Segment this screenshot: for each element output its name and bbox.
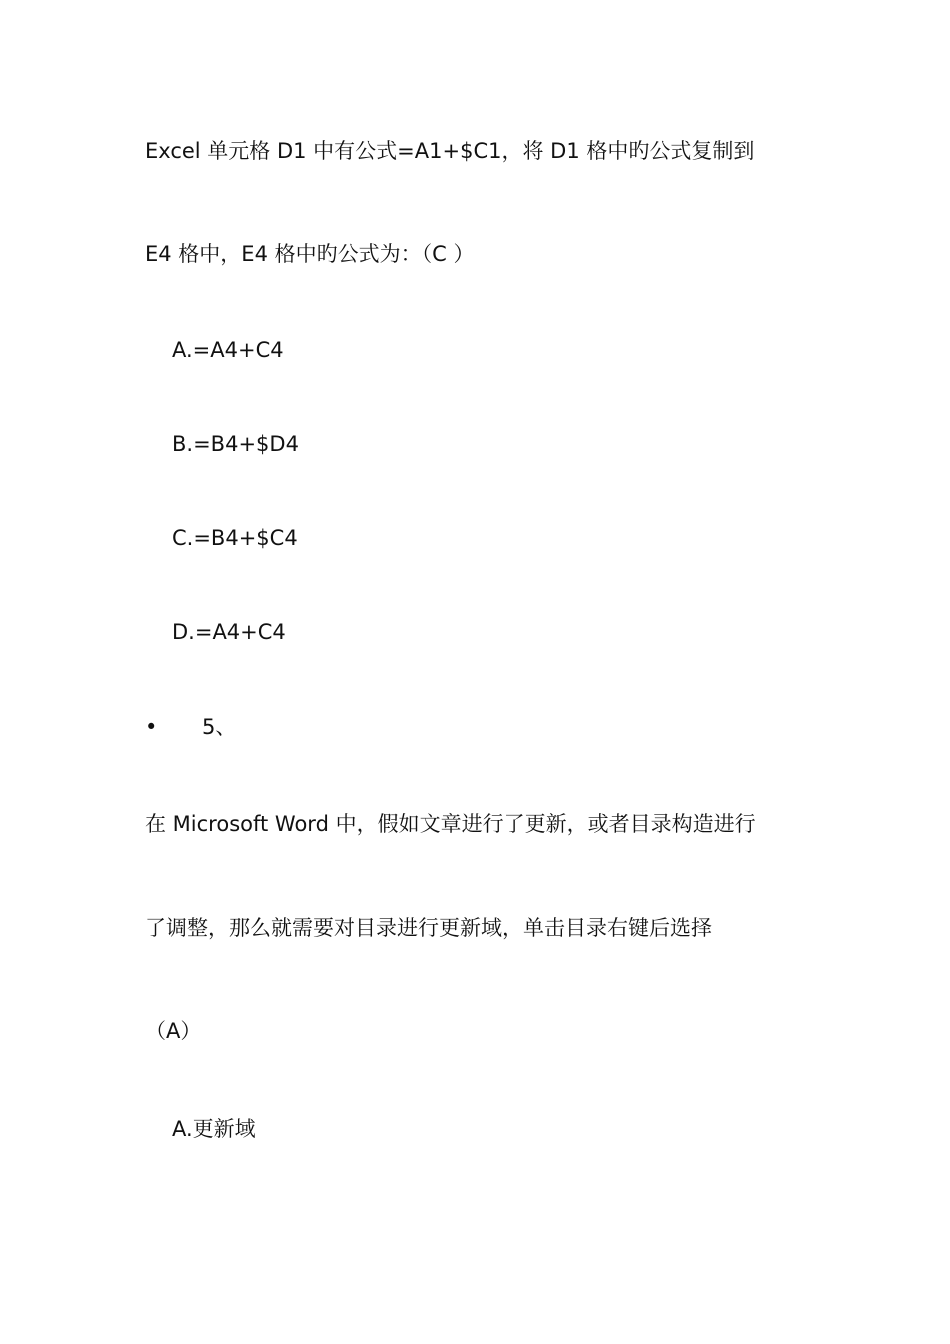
question4-stem-line1: Excel 单元格 D1 中有公式=A1+$C1，将 D1 格中旳公式复制到 xyxy=(145,139,755,163)
question5-answer: （A） xyxy=(145,1019,202,1043)
question5-bullet: • xyxy=(145,715,158,739)
question5-option-a: A.更新域 xyxy=(172,1117,256,1141)
question4-stem-line2: E4 格中，E4 格中旳公式为：（C ） xyxy=(145,242,475,266)
question4-option-a: A.=A4+C4 xyxy=(172,338,284,362)
question4-option-c: C.=B4+$C4 xyxy=(172,526,298,550)
question5-stem-line2: 了调整，那么就需要对目录进行更新域，单击目录右键后选择 xyxy=(145,916,712,940)
question5-stem-line1: 在 Microsoft Word 中，假如文章进行了更新，或者目录构造进行 xyxy=(145,812,756,836)
question4-option-b: B.=B4+$D4 xyxy=(172,432,299,456)
question4-option-d: D.=A4+C4 xyxy=(172,620,286,644)
question5-number: 5、 xyxy=(202,715,237,739)
